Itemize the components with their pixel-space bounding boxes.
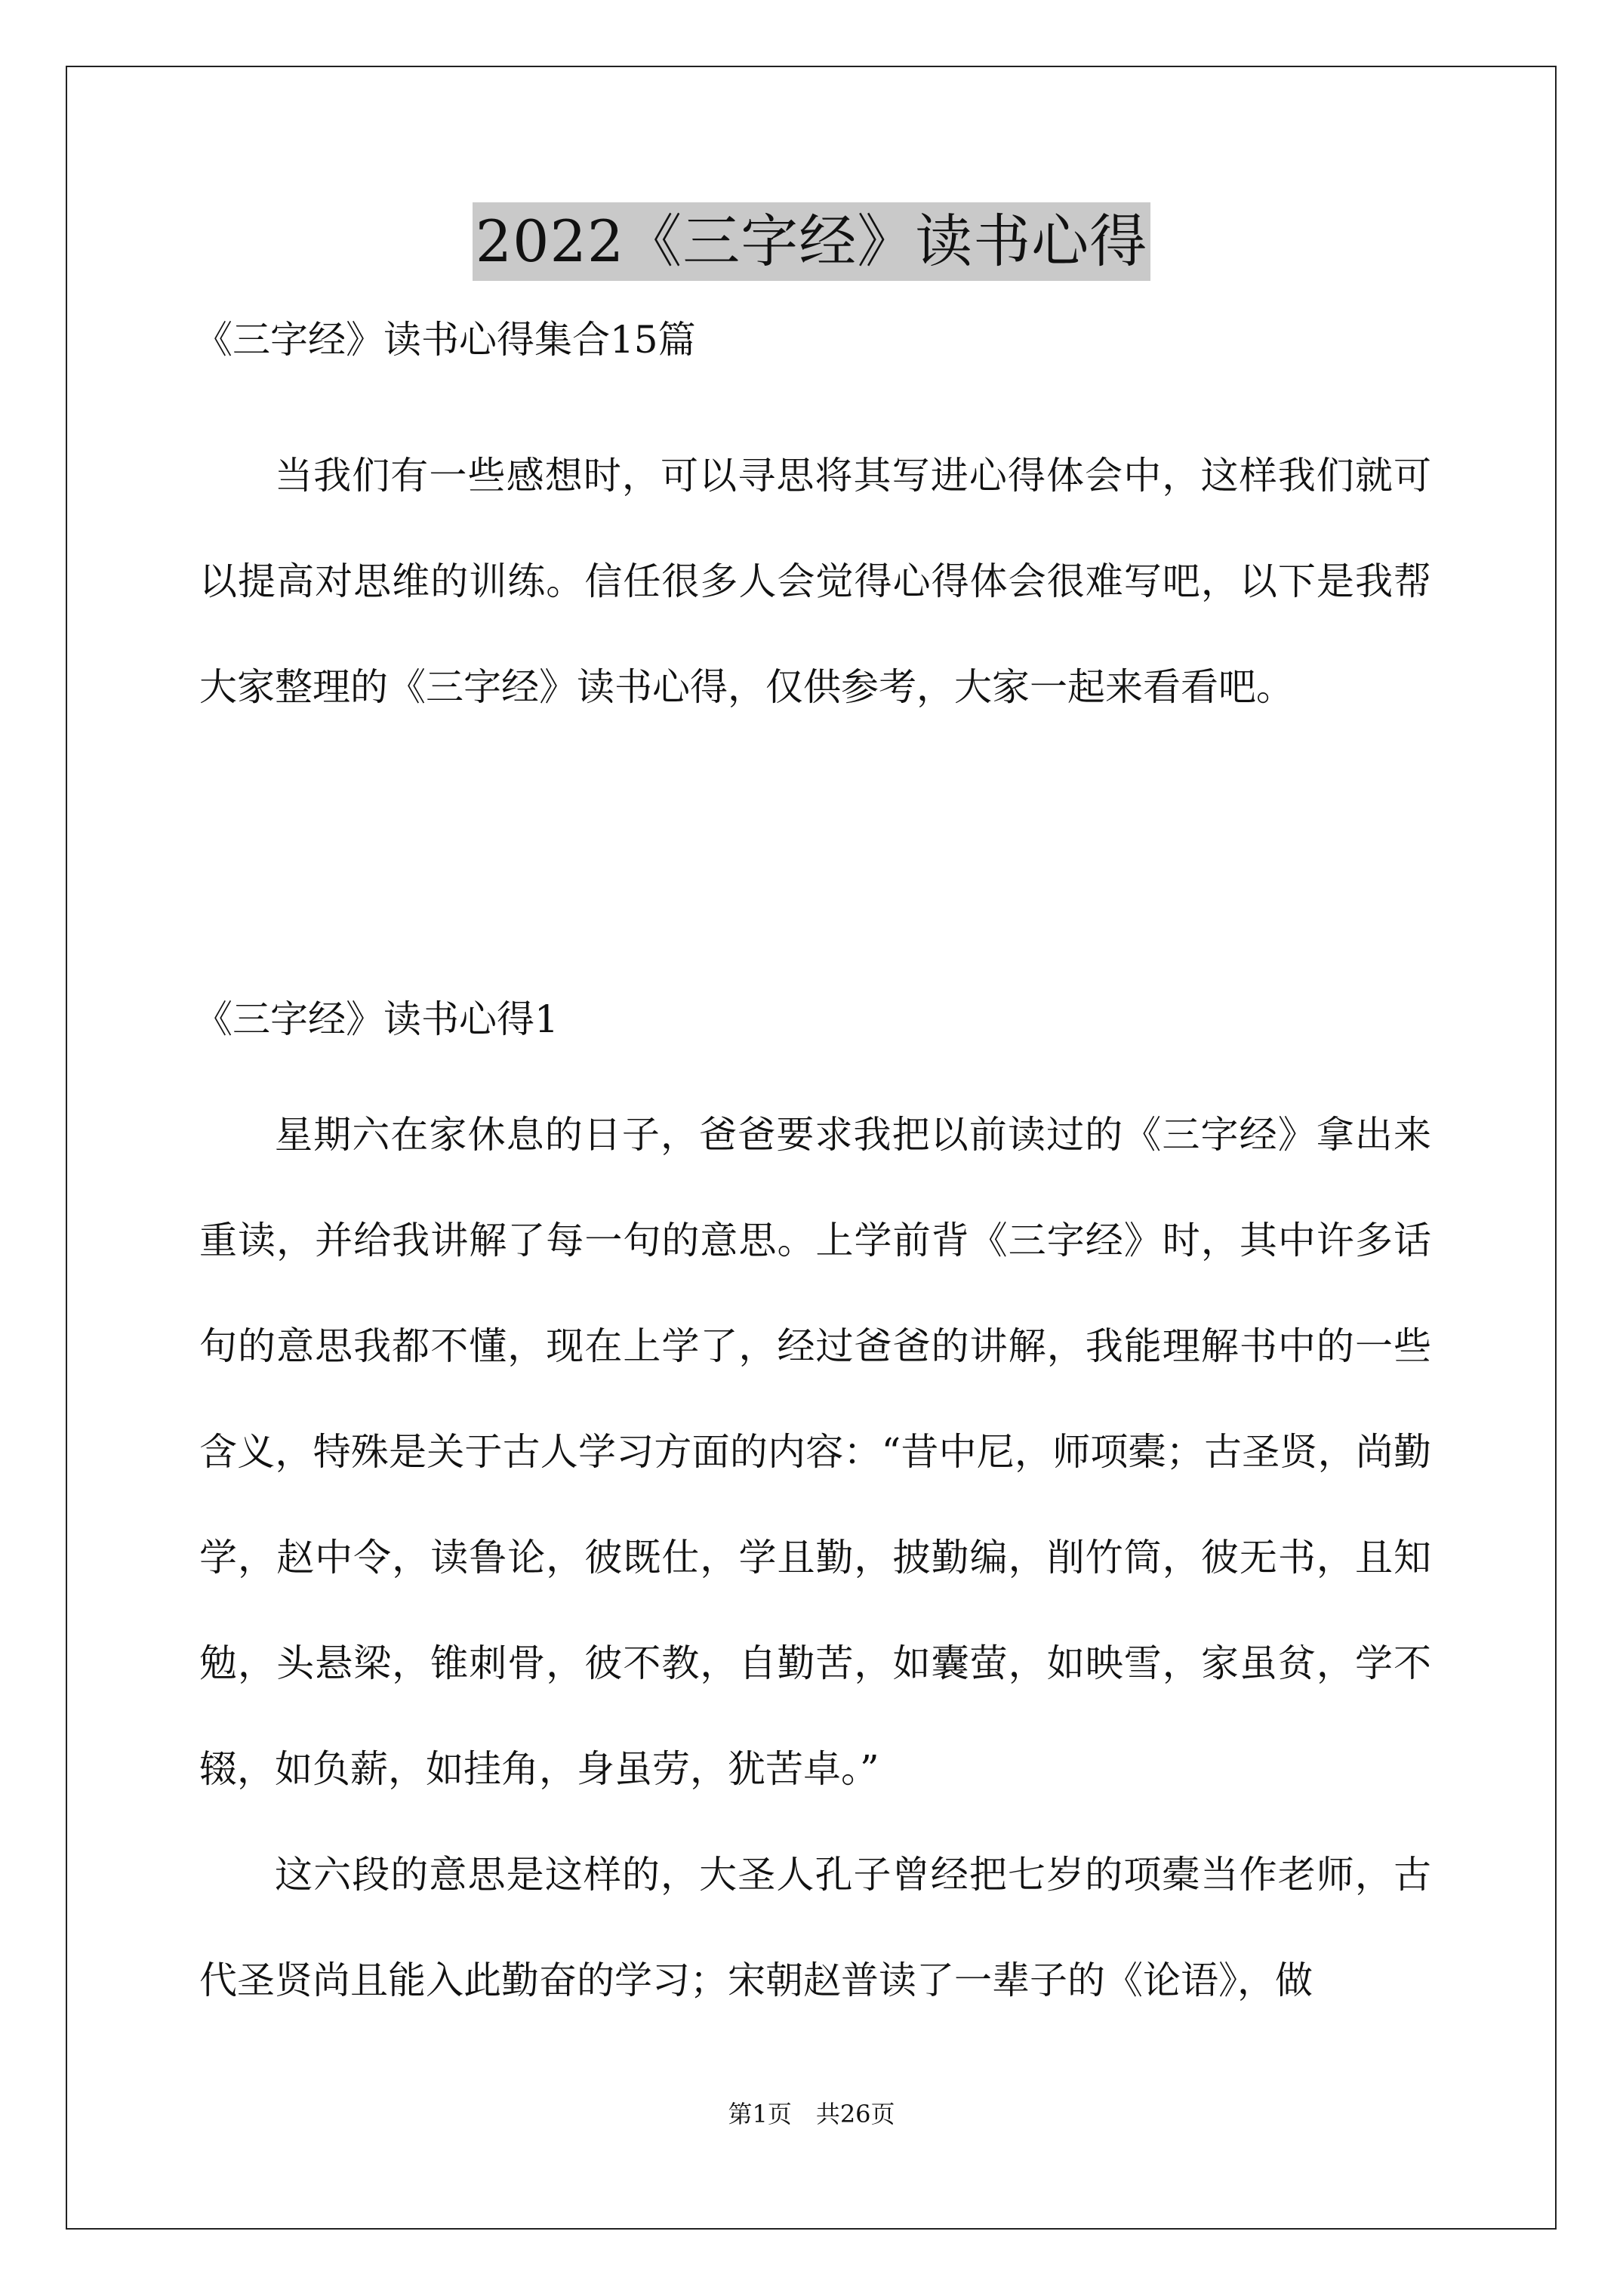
document-subtitle: 《三字经》读书心得集合15篇 [195,318,696,362]
body-paragraph-2: 这六段的意思是这样的，大圣人孔子曾经把七岁的项橐当作老师，古代圣贤尚且能入此勤奋的学习；宋朝赵普读了一辈子的《论语》，做 [199,1853,1431,2002]
intro-paragraph: 当我们有一些感想时，可以寻思将其写进心得体会中，这样我们就可以提高对思维的训练。信任很多人会觉得心得体会很难写吧，以下是我帮大家整理的《三字经》读书心得，仅供参考，大家一起来看看吧。 [199,454,1431,709]
body-paragraph-1: 星期六在家休息的日子，爸爸要求我把以前读过的《三字经》拿出来重读，并给我讲解了每一句的意思。上学前背《三字经》时，其中许多话句的意思我都不懂，现在上学了，经过爸爸的讲解，我能理解书中的一些含义，特殊是关于古人学习方面的内容：“昔中尼，师项橐；古圣贤，尚勤学，赵中令，读鲁论，彼既仕，学且勤，披勤编，削竹筒，彼无书，且知勉，头悬梁，锥刺骨，彼不教，自勤苦，如囊萤，如映雪，家虽贫，学不辍，如负薪，如挂角，身虽劳，犹苦卓。” [199,1113,1431,1791]
section-heading: 《三字经》读书心得1 [195,997,559,1041]
title-container [0,202,1623,281]
page-number-footer: 第1页 共26页 [728,2100,895,2128]
document-title: 2022《三字经》读书心得 [473,202,1150,281]
